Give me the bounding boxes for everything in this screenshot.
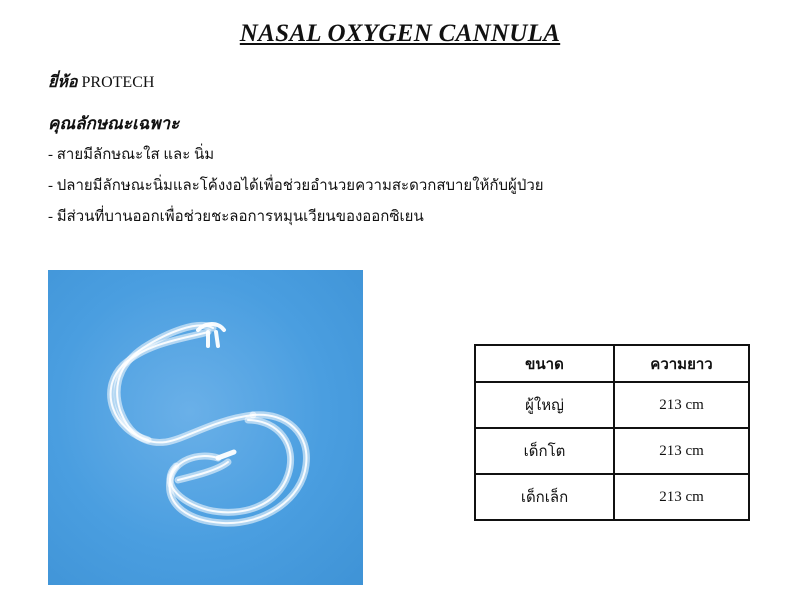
cell-length: 213 cm	[614, 428, 749, 474]
feature-item: - สายมีลักษณะใส และ นิ่ม	[48, 147, 215, 163]
cannula-illustration	[48, 270, 363, 585]
cell-length: 213 cm	[614, 382, 749, 428]
column-header-length: ความยาว	[614, 345, 749, 382]
features-list	[48, 140, 544, 233]
size-table	[474, 344, 750, 521]
product-photo	[48, 270, 363, 585]
cell-size: ผู้ใหญ่	[475, 382, 614, 428]
feature-item: - มีส่วนที่บานออกเพื่อช่วยชะลอการหมุนเวียนของออกซิเยน	[48, 209, 424, 225]
table-header-row	[475, 345, 749, 382]
brand-line	[48, 70, 154, 95]
features-heading: คุณลักษณะเฉพาะ	[48, 114, 180, 133]
document-title: NASAL OXYGEN CANNULA	[239, 20, 561, 47]
table-row	[475, 428, 749, 474]
cell-length: 213 cm	[614, 474, 749, 520]
brand-value: PROTECH	[81, 74, 155, 91]
brand-label: ยี่ห้อ	[48, 74, 78, 91]
table-row	[475, 382, 749, 428]
column-header-size: ขนาด	[475, 345, 614, 382]
cell-size: เด็กเล็ก	[475, 474, 614, 520]
feature-item: - ปลายมีลักษณะนิ่มและโค้งงอได้เพื่อช่วยอำนวยความสะดวกสบายให้กับผู้ป่วย	[48, 178, 544, 194]
cell-size: เด็กโต	[475, 428, 614, 474]
table-row	[475, 474, 749, 520]
